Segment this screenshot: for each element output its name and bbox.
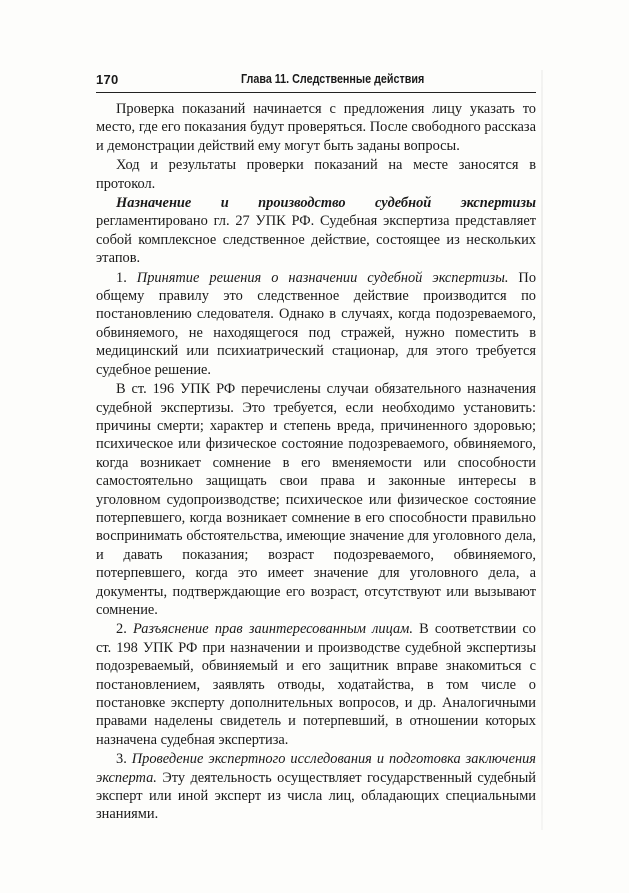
paragraph — [96, 269, 536, 379]
item-number: 1. — [116, 269, 137, 286]
section-heading: Назначение и производство судебной экспертизы — [116, 195, 536, 212]
item-heading: Проведение экспертного исследования и подготовка заключения эксперта. — [96, 751, 536, 786]
paragraph — [96, 380, 536, 619]
paragraph-text: Ход и результаты проверки показаний на месте заносятся в протокол. — [96, 157, 536, 192]
paragraph-text: В ст. 196 УПК РФ перечислены случаи обязательного назначения судебной экспертизы. Это требуется, если необходимо установить: причины смерти; характер и степень вреда, причиненного здоровью; психическое или физическое состояние подозреваемого, обвиняемого, когда возникает сомнение в его вменяемости или способности самостоятельно защищать свои права и законные интересы в уголовном судопроизводстве; психическое или физическое состояние потерпевшего, когда возникает сомнение в его способности правильно воспринимать обстоятельства, имеющие значение для уголовного дела, и давать показания; возраст подозреваемого, обвиняемого, потерпевшего, когда это имеет значение для уголовного дела, а документы, подтверждающие его возраст, отсутствуют или вызывают сомнение. — [96, 381, 536, 618]
page-header — [96, 72, 536, 93]
paragraph-text: Эту деятельность осуществляет государственный судебный эксперт или иной эксперт из числа лиц, обладающих специальными знаниями. — [96, 769, 536, 823]
paragraph-text: По общему правилу это следственное действие производится по постановлению следователя. Однако в случаях, когда подозреваемого, обвиняемого, не находящегося под стражей, нужно поместить в медицинский или психиатрический стационар, для этого требуется судебное решение. — [96, 269, 537, 378]
paragraph-text: Проверка показаний начинается с предложения лицу указать то место, где его показания будут проверяться. После свободного рассказа и демонстрации действий ему могут быть заданы вопросы. — [96, 101, 536, 154]
page-body — [96, 100, 536, 824]
paragraph — [96, 750, 536, 824]
paragraph — [96, 194, 536, 268]
item-number: 2. — [116, 621, 133, 638]
paragraph — [96, 156, 536, 193]
paragraph — [96, 620, 536, 749]
item-number: 3. — [116, 751, 132, 768]
item-heading: Принятие решения о назначении судебной экспертизы. — [136, 269, 509, 286]
scan-shadow — [541, 70, 543, 830]
running-head: Глава 11. Следственные действия — [241, 72, 425, 86]
paragraph-text: В соответствии со ст. 198 УПК РФ при назначении и производстве судебной экспертизы подозреваемый, обвиняемый и его защитник вправе знакомиться с постановлением, заявлять отводы, ходатайства, в том числе о постановке эксперту дополнительных вопросов, и др. Аналогичными правами наделены свидетель и потерпевший, в отношении которых назначена судебная экспертиза. — [96, 621, 536, 748]
paragraph — [96, 100, 536, 155]
page-number: 170 — [96, 72, 119, 87]
item-heading: Разъяснение прав заинтересованным лицам. — [132, 621, 413, 638]
paragraph-text: регламентировано гл. 27 УПК РФ. Судебная экспертиза представляет собой комплексное следственное действие, состоящее из нескольких этапов. — [96, 213, 536, 267]
